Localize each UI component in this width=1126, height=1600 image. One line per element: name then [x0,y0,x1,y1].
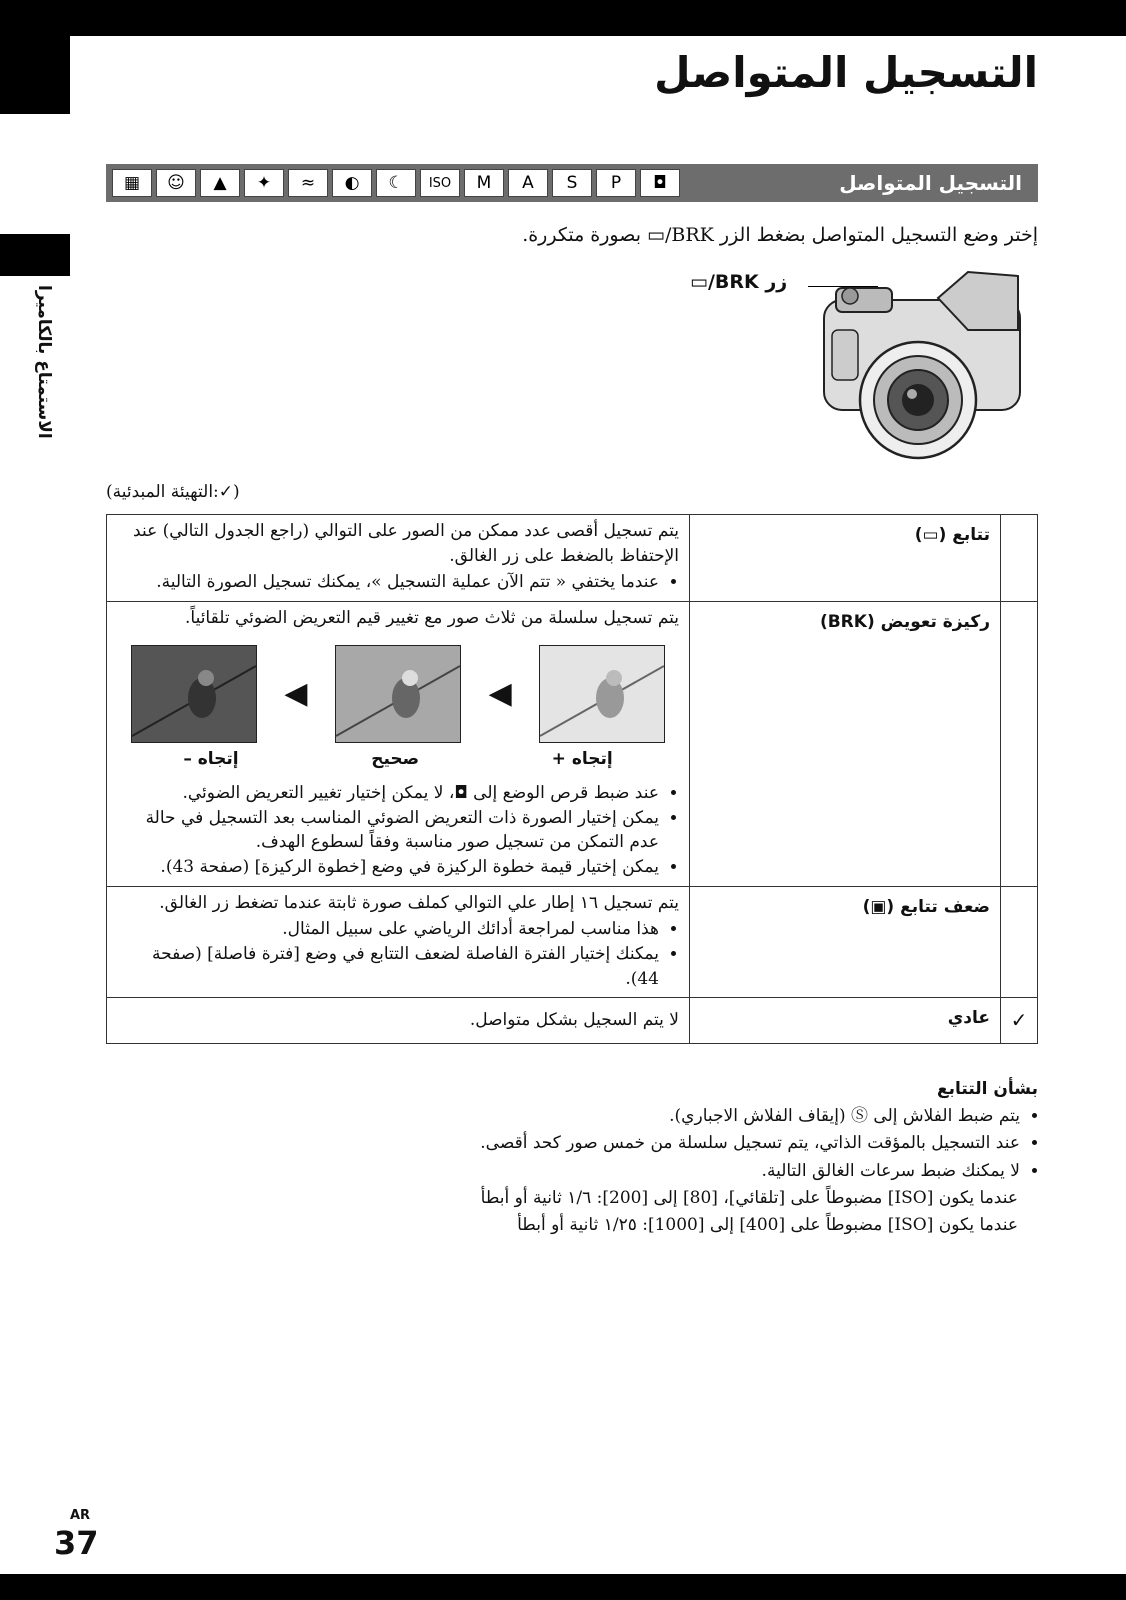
description-text: يتم تسجيل سلسلة من ثلاث صور مع تغيير قيم التعريض الضوئي تلقائياً. [184,607,679,628]
mode-name: عادي [690,998,1001,1044]
note-item: • يتم ضبط الفلاش إلى Ⓢ (إيقاف الفلاش الاجباري). [106,1103,1020,1130]
bullet-list [117,570,679,595]
button-callout-label: زر BRK/▭ [690,271,788,293]
default-check-cell [1001,886,1038,998]
default-check-cell [1001,515,1038,602]
default-check-cell [1001,601,1038,886]
iso-icon: ISO [420,169,460,197]
mode-description [107,886,690,998]
note-item: • لا يمكنك ضبط سرعات الغالق التالية. [106,1158,1020,1185]
table-row [107,998,1038,1044]
bullet-item: • عند ضبط قرص الوضع إلى ◘، لا يمكن إختيار تغيير التعريض الضوئي. [117,781,659,806]
beach-icon: ≈ [288,169,328,197]
mode-name: تتابع (▭) [690,515,1001,602]
landscape-icon: ▲ [200,169,240,197]
bullet-list [117,781,679,880]
top-bar [0,0,1126,36]
table-row [107,515,1038,602]
bullet-list [117,917,679,991]
bottom-bar [0,1574,1126,1600]
corner-block [0,0,70,114]
exposure-bracket-images [117,645,679,743]
mode-description [107,601,690,886]
mode-bar [106,164,1038,202]
description-text: يتم تسجيل أقصى عدد ممكن من الصور على التوالي (راجع الجدول التالي) عند الإحتفاظ بالضغط على زر الغالق. [133,521,679,566]
mode-bar-title: التسجيل المتواصل [839,171,1022,195]
notes-title: بشأن التتابع [937,1079,1038,1099]
mode-a-icon: A [508,169,548,197]
bullet-item: • يمكنك إختيار الفترة الفاصلة لضعف التتابع في وضع [فترة فاصلة] (صفحة 44). [117,942,659,991]
note-subline: عندما يكون [ISO] مضبوطاً على [400] إلى [1000]: ١/٢٥ ثانية أو أبطأ [517,1214,1018,1235]
legend: (✓:التهيئة المبدئية) [106,482,240,502]
soft-snap-icon: ☺ [156,169,196,197]
mode-p-icon: P [596,169,636,197]
arrow-left-icon: ◀ [488,675,512,711]
mode-m-icon: M [464,169,504,197]
table-row [107,601,1038,886]
mode-s-icon: S [552,169,592,197]
notes-list [106,1103,1038,1185]
camera-auto-icon: ◘ [640,169,680,197]
bullet-item: • هذا مناسب لمراجعة أدائك الرياضي على سبيل المثال. [117,917,659,942]
twilight-icon: ☾ [376,169,416,197]
note-subline: عندما يكون [ISO] مضبوطاً على [تلقائي]، [80] إلى [200]: ١/٦ ثانية أو أبطأ [480,1187,1018,1208]
mode-table [106,514,1038,1044]
arrow-left-icon: ◀ [284,675,308,711]
high-speed-shutter-icon: ✦ [244,169,284,197]
bird-photo-normal [335,645,461,743]
caption-plus: إتجاه + [551,748,613,769]
caption-normal: صحيح [371,748,420,769]
mode-icons [112,169,680,197]
description-text: لا يتم السجيل بشكل متواصل. [469,1010,679,1031]
twilight-portrait-icon: ◐ [332,169,372,197]
notes-section [106,1076,1038,1239]
caption-minus: إتجاه – [183,748,239,769]
bullet-item: • يمكن إختيار قيمة خطوة الركيزة في وضع [خطوة الركيزة] (صفحة 43). [117,855,659,880]
bird-photo-bright [539,645,665,743]
language-code: AR [70,1508,91,1523]
section-tab [0,234,70,276]
mode-name: ضعف تتابع (▣) [690,886,1001,998]
camera-illustration [818,270,1026,466]
mode-description [107,998,690,1044]
default-check-icon: ✓ [1001,998,1038,1044]
image-captions [117,747,679,772]
mode-name: ركيزة تعويض (BRK) [690,601,1001,886]
intro-text: إختر وضع التسجيل المتواصل بضغط الزر BRK/▭ بصورة متكررة. [522,224,1038,246]
note-item: • عند التسجيل بالمؤقت الذاتي، يتم تسجيل سلسلة من خمس صور كحد أقصى. [106,1130,1020,1157]
bullet-item: • عندما يختفي « تتم الآن عملية التسجيل »، يمكنك تسجيل الصورة التالية. [117,570,659,595]
description-text: يتم تسجيل ١٦ إطار علي التوالي كملف صورة ثابتة عندما تضغط زر الغالق. [159,892,679,913]
page-title: التسجيل المتواصل [654,48,1038,97]
bird-photo-dark [131,645,257,743]
table-row [107,886,1038,998]
page-number: 37 [54,1524,99,1562]
bullet-item: • يمكن إختيار الصورة ذات التعريض الضوئي المناسب بعد التسجيل في حالة عدم التمكن من تسجيل صور مناسبة وفقاً لسطوع الهدف. [117,806,659,855]
movie-icon: ▦ [112,169,152,197]
mode-description [107,515,690,602]
section-label: الاستمتاع بالكاميرا [34,285,54,439]
